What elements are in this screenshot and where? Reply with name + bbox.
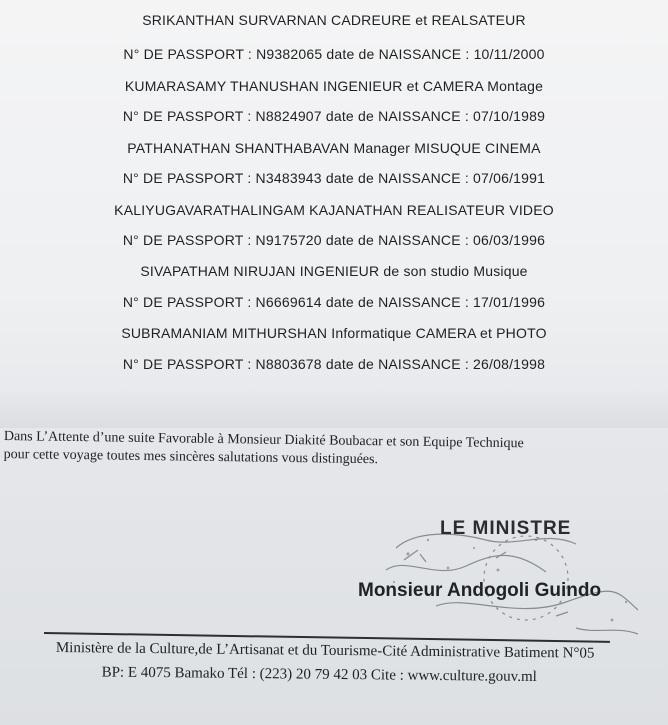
paper-fold-shadow: [0, 388, 668, 428]
minister-title: LE MINISTRE: [440, 518, 572, 539]
member-name-role: KUMARASAMY THANUSHAN INGENIEUR et CAMERA Montage: [124, 78, 544, 94]
letterhead-footer: [55, 636, 615, 690]
footer-address-line: Ministère de la Culture,de L’Artisanat et du Tourisme-Cité Administrative Batiment N°05: [55, 639, 595, 662]
member-passport-line: N° DE PASSPORT : N6669614 date de NAISSANCE : 17/01/1996: [122, 294, 546, 310]
member-name-role: KALIYUGAVARATHALINGAM KAJANATHAN REALISATEUR VIDEO: [114, 202, 554, 218]
member-name-role: PATHANATHAN SHANTHABAVAN Manager MISUQUE CINEMA: [127, 140, 541, 156]
member-passport-line: N° DE PASSPORT : N9382065 date de NAISSANCE : 10/11/2000: [123, 46, 545, 62]
member-name-role: SIVAPATHAM NIRUJAN INGENIEUR de son studio Musique: [140, 263, 528, 279]
closing-line-1: Dans L’Attente d’une suite Favorable à Monsieur Diakité Boubacar et son Equipe Technique: [3, 428, 524, 452]
member-passport-line: N° DE PASSPORT : N9175720 date de NAISSANCE : 06/03/1996: [122, 232, 546, 248]
member-passport-line: N° DE PASSPORT : N3483943 date de NAISSANCE : 07/06/1991: [122, 170, 546, 186]
member-name-role: SRIKANTHAN SURVARNAN CADREURE et REALSATEUR: [142, 12, 526, 28]
closing-line-2: pour cette voyage toutes mes sincères salutations vous distinguées.: [3, 446, 379, 468]
member-name-role: SUBRAMANIAM MITHURSHAN Informatique CAMERA et PHOTO: [121, 325, 547, 341]
minister-name: Monsieur Andogoli Guindo: [358, 580, 602, 601]
footer-contact-line: BP: E 4075 Bamako Tél : (223) 20 79 42 03 Cite : www.culture.gouv.ml: [101, 664, 537, 686]
member-passport-line: N° DE PASSPORT : N8803678 date de NAISSANCE : 26/08/1998: [122, 356, 546, 372]
closing-paragraph: [3, 428, 663, 473]
member-passport-line: N° DE PASSPORT : N8824907 date de NAISSANCE : 07/10/1989: [122, 108, 546, 124]
